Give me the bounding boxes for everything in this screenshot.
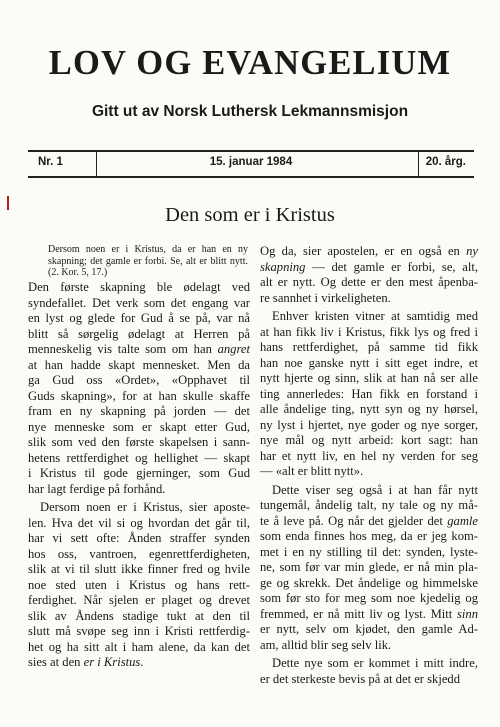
- article-line: fremmed, er nå mitt liv og lyst. Mitt sinn: [260, 606, 478, 621]
- article-line: Dette nye som er kommet i mitt indre,: [272, 656, 478, 670]
- article-line: ga Gud oss «Ordet», «Opphavet til: [28, 373, 250, 387]
- article-line: hans rettferdighet, på samme tid fikk: [260, 340, 478, 354]
- article-line: sies at den er i Kristus.: [28, 655, 144, 669]
- issue-date: 15. januar 1984: [209, 156, 293, 168]
- issue-volume: 20. årg.: [425, 156, 466, 168]
- article-line: har lagt ferdige på forhånd.: [28, 481, 166, 496]
- article-line: ny lyst i hjertet, nye goder og nye sorger,: [260, 417, 478, 432]
- article-line: am, alltid blir seg selv lik.: [260, 637, 392, 652]
- article-line: skapning — det gamle er forbi, se, alt,: [260, 259, 478, 274]
- article-line: Den første skapning ble ødelagt ved: [28, 280, 250, 294]
- article-line: — «alt er blitt nytt».: [260, 464, 364, 478]
- article-line: syndefallet. Det verk som det engang var: [28, 295, 250, 310]
- article-line: som før sto for meg som noe kjedelig og: [260, 591, 478, 605]
- issue-divider-right: [418, 152, 419, 176]
- article-line: ferdighet. Når sjelen er plaget og drevet: [28, 593, 250, 607]
- article-title: Den som er i Kristus: [165, 204, 335, 226]
- article-line: nye menneske som er skapt etter Gud,: [28, 419, 250, 434]
- article-line: het og ha sitt alt i ham alene, da kan det: [28, 639, 250, 654]
- article-column-right: [260, 244, 478, 687]
- article-line: Enhver kristen vitner at samtidig med: [272, 309, 478, 323]
- article-line: som enda finnes hos meg, da er jeg kom-: [260, 529, 478, 543]
- article-line: noe sted uten i Kristus og hans rett-: [28, 577, 250, 592]
- article-line: blitt så sørgelig ødelagt at Herren på: [28, 326, 250, 341]
- article-line: slik som ved den første skapelsen i sann-: [28, 435, 250, 449]
- article-line: nye mål og nytt arbeid: kort sagt: han: [260, 433, 478, 447]
- article-line: tungemål, åndelig talt, ny tale og ny må-: [260, 498, 478, 512]
- article-line: Guds skapning», for at han skulle skaffe: [28, 388, 250, 403]
- masthead-title: LOV OG EVANGELIUM: [48, 44, 452, 82]
- article-line: alle åndelige ting, nytt syn og ny hørsel,: [260, 402, 478, 416]
- article-line: te å leve på. Og når det gjelder det gamle: [260, 513, 478, 528]
- article-line: met i en ny stilling til det: synden, lyste-: [260, 544, 478, 559]
- article-epigraph: Dersom noen er i Kristus, da er han en ny skapning; det gamle er forbi. Se, alt er blitt nytt. (2. Kor. 5, 17.): [48, 244, 248, 278]
- article-line: er det sterkeste bevis på at det er skjedd: [260, 671, 461, 686]
- article-line: fram en ny skapning på jorden — det: [28, 404, 250, 418]
- article-line: er nytt, selv om kjødet, den gamle Ad-: [260, 622, 478, 636]
- article-line: alt er nytt. Og dette er den mest åpenba-: [260, 275, 478, 289]
- article-line: re sannhet i virkeligheten.: [260, 290, 391, 305]
- article-line: slik at vi til slutt ikke finner fred og hvile: [28, 562, 250, 576]
- article-line: Og da, sier apostelen, er en også en ny: [260, 244, 478, 258]
- article-column-left: [28, 280, 250, 671]
- article-line: hetens rettferdighet og hellighet — skapt: [28, 450, 250, 465]
- article-line: menneskelig vis talte som om han angret: [28, 342, 250, 356]
- article-line: ne, som før var min glede, er nå min pla-: [260, 560, 478, 574]
- article-line: ge og skrekk. Det åndelige og himmelske: [260, 575, 478, 590]
- issue-bar: [28, 150, 474, 178]
- article-line: slutt må svøpe seg inn i Kristi rettferdig-: [28, 624, 250, 638]
- article-line: Dette viser seg også i at han får nytt: [272, 482, 478, 497]
- article-line: har vi sett ofte: Ånden straffer synden: [28, 531, 250, 545]
- article-line: nytt hjerte og sinn, slik at han nå ser alle: [260, 371, 478, 385]
- article-line: at han fikk liv i Kristus, fikk lys og fred i: [260, 324, 478, 339]
- article-line: han noe ganske nytt i sitt eget indre, et: [260, 355, 478, 370]
- article-line: har et nytt liv, en hel ny verden for seg: [260, 448, 478, 463]
- article-line: i Kristus til gode gjerninger, som Gud: [28, 466, 250, 480]
- article-line: Dersom noen er i Kristus, sier aposte-: [40, 500, 250, 514]
- article-line: len. Hva det vil si og hvordan det går til,: [28, 515, 250, 530]
- article-line: hos oss, vantroen, egenrettferdigheten,: [28, 546, 250, 561]
- article-line: slik av Åndens stadige tukt at den til: [28, 608, 250, 623]
- article-line: en lyst og glede for Gud å se på, var nå: [28, 311, 250, 325]
- article-line: ting annerledes: Han fikk en forstand i: [260, 386, 478, 401]
- masthead-subtitle: Gitt ut av Norsk Luthersk Lekmannsmisjon: [91, 103, 409, 120]
- article-line: at han hadde skapt mennesket. Men da: [28, 357, 250, 372]
- issue-number: Nr. 1: [38, 156, 63, 168]
